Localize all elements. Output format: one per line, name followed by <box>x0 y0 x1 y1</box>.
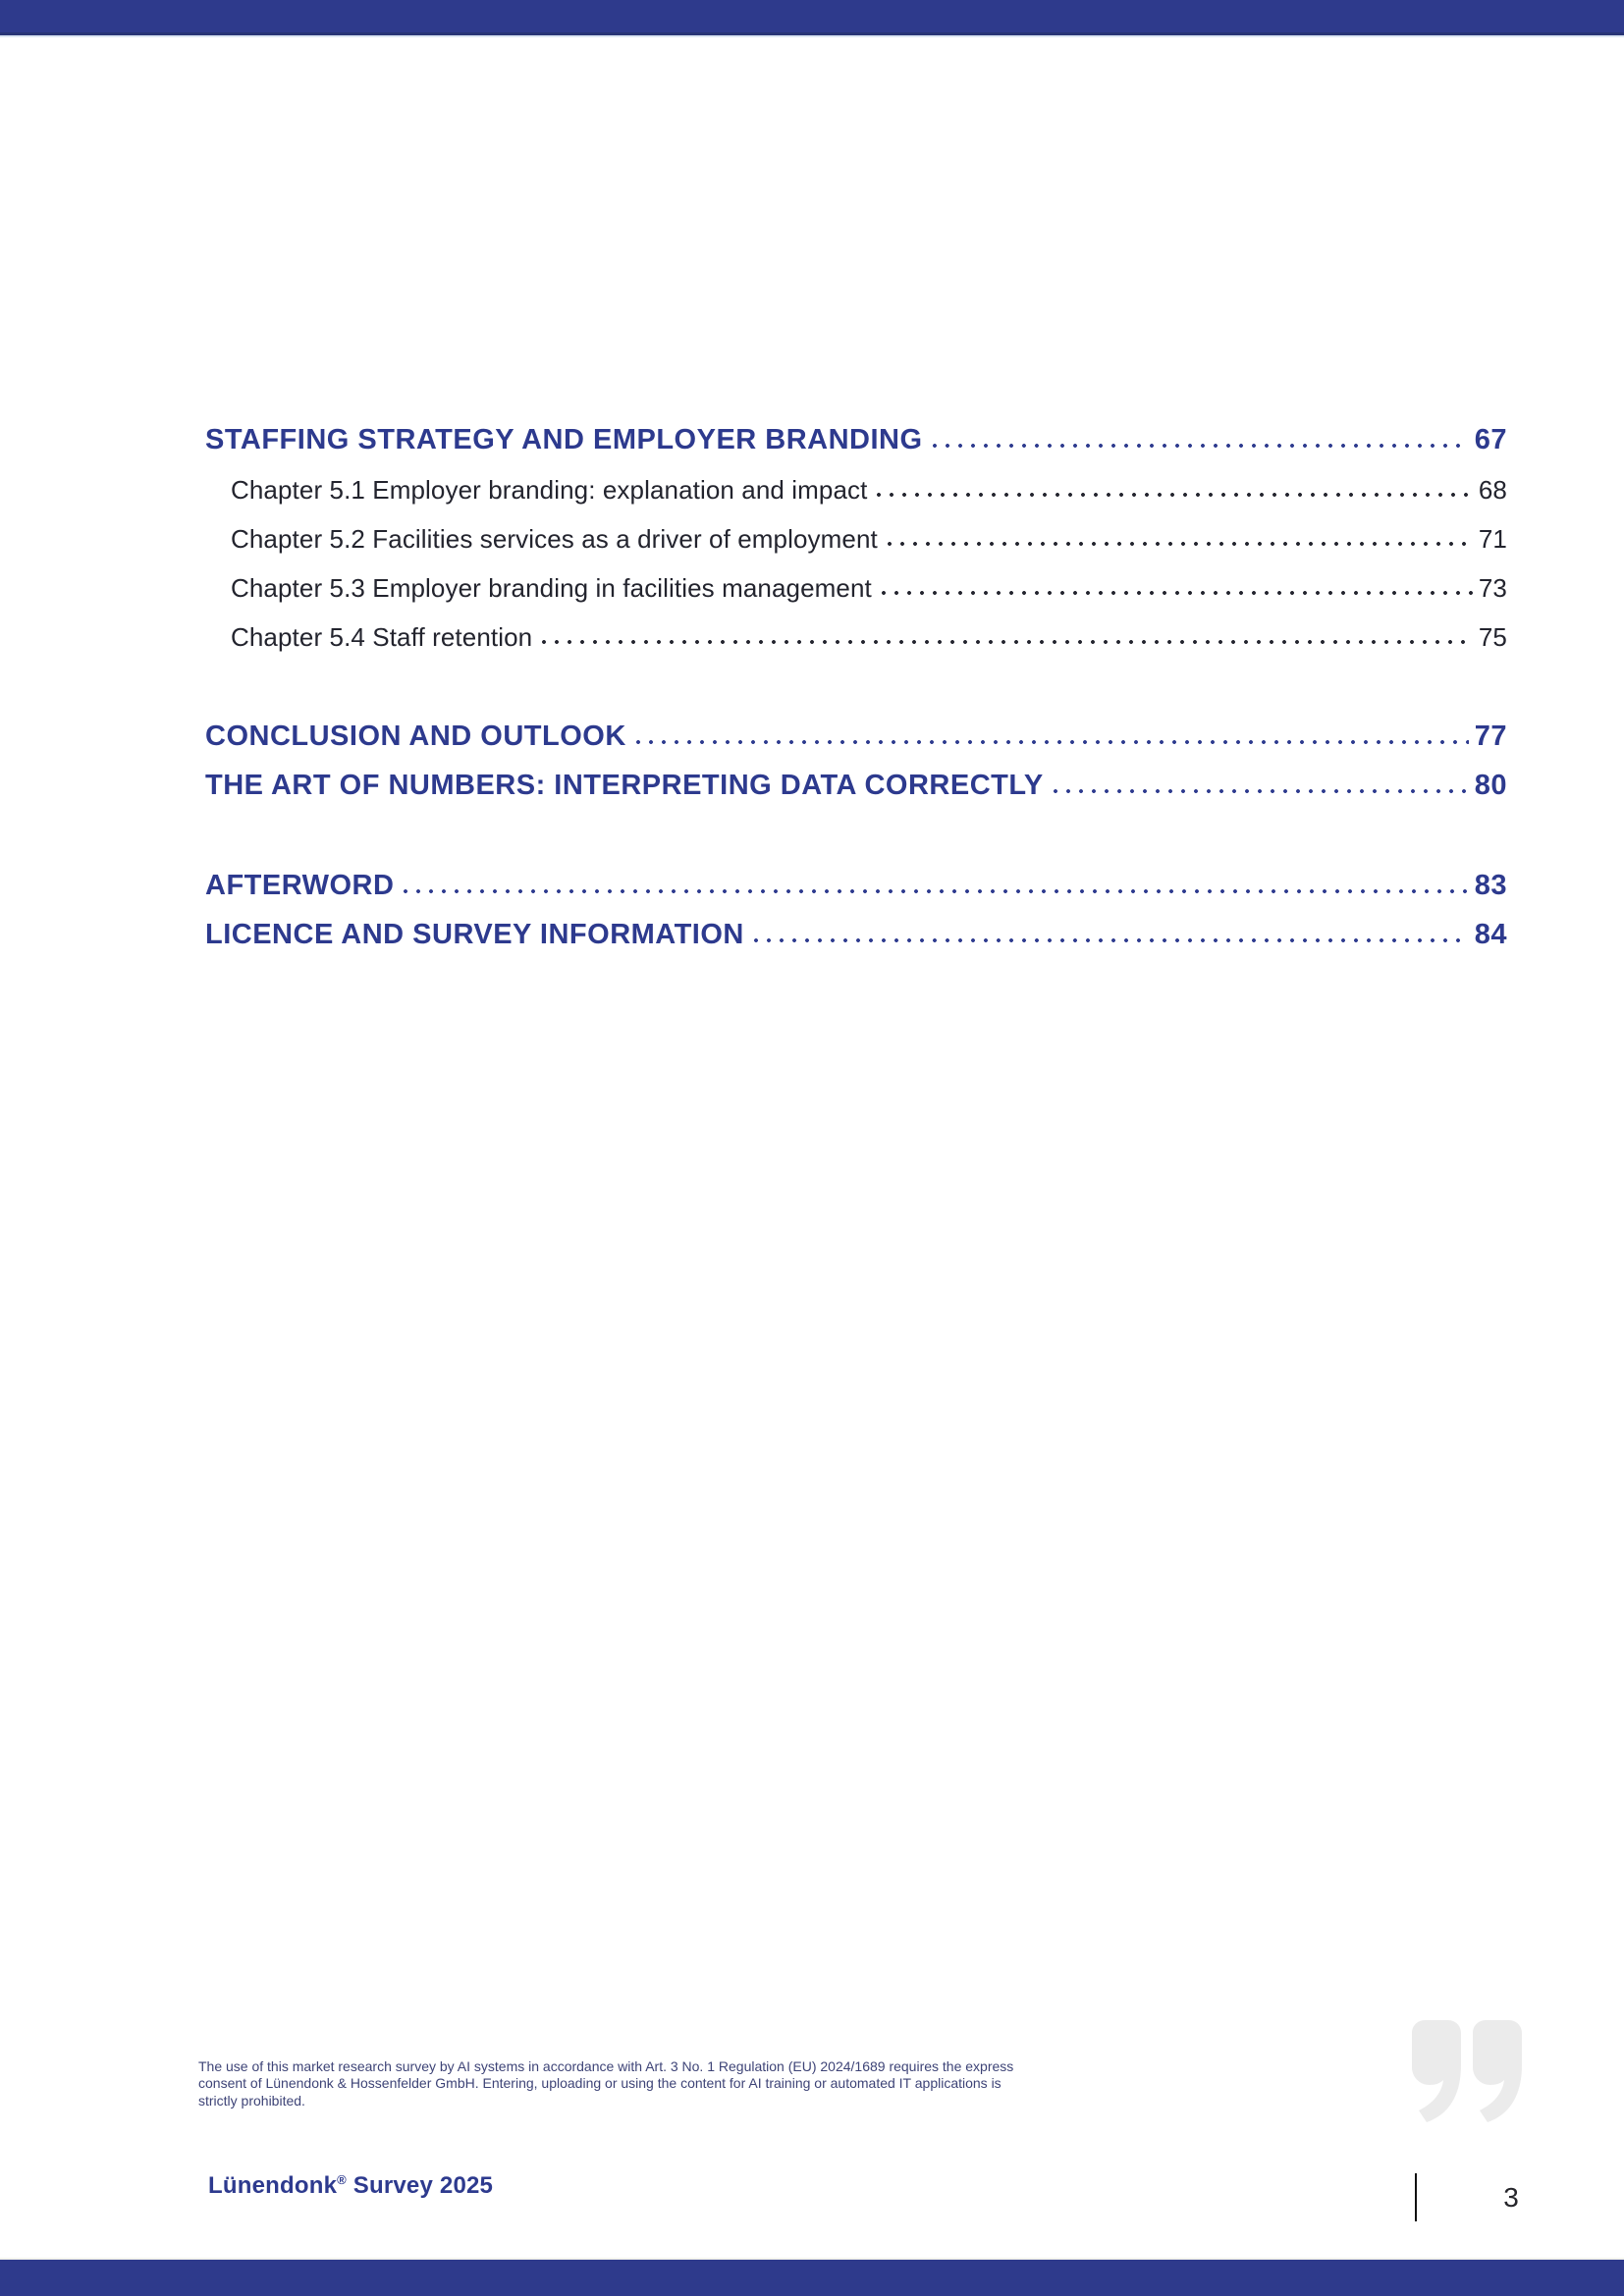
dot-leader <box>404 889 1468 893</box>
toc-group-gap <box>205 807 1507 858</box>
toc-group-gap <box>205 658 1507 709</box>
toc-entry-chapter-5-2[interactable] <box>205 510 1507 560</box>
toc-page-number: 73 <box>1478 572 1507 603</box>
footer-brand <box>208 2172 493 2200</box>
dot-leader <box>888 542 1473 546</box>
page-number: 3 <box>1503 2182 1519 2213</box>
toc-page-number: 75 <box>1478 621 1507 652</box>
top-accent-bar-highlight <box>0 35 1624 37</box>
toc-entry-label: Chapter 5.1 Employer branding: explanation and impact <box>231 474 868 505</box>
dot-leader <box>636 740 1469 744</box>
toc-page-number: 68 <box>1478 474 1507 505</box>
toc-entry-label: Chapter 5.4 Staff retention <box>231 621 533 652</box>
dot-leader <box>882 591 1473 595</box>
bottom-accent-bar <box>0 2258 1624 2296</box>
toc-entry-art-of-numbers[interactable] <box>205 758 1507 807</box>
toc-entry-licence-info[interactable] <box>205 907 1507 956</box>
toc-entry-label: LICENCE AND SURVEY INFORMATION <box>205 918 744 950</box>
toc-entry-chapter-5-1[interactable] <box>205 461 1507 510</box>
top-accent-bar <box>0 0 1624 35</box>
dot-leader <box>933 444 1469 448</box>
toc-entry-label: Chapter 5.2 Facilities services as a driver of employment <box>231 523 878 554</box>
toc-entry-conclusion[interactable] <box>205 709 1507 758</box>
table-of-contents <box>205 412 1507 956</box>
toc-entry-label: Chapter 5.3 Employer branding in facilities management <box>231 572 872 603</box>
toc-entry-label: AFTERWORD <box>205 869 395 901</box>
dot-leader <box>1054 789 1469 793</box>
toc-entry-chapter-5-3[interactable] <box>205 560 1507 609</box>
disclaimer-line: strictly prohibited. <box>198 2092 305 2109</box>
ai-usage-disclaimer <box>198 2058 1013 2109</box>
toc-entry-chapter-5-4[interactable] <box>205 609 1507 658</box>
footer-brand-name: Lünendonk <box>208 2172 338 2199</box>
toc-page-number: 67 <box>1474 423 1507 455</box>
footer-divider-line <box>1415 2173 1417 2221</box>
toc-page-number: 83 <box>1474 869 1507 901</box>
toc-entry-afterword[interactable] <box>205 858 1507 907</box>
toc-page-number: 84 <box>1474 918 1507 950</box>
dot-leader <box>754 938 1469 942</box>
toc-page-number: 77 <box>1474 720 1507 752</box>
disclaimer-line: The use of this market research survey by AI systems in accordance with Art. 3 No. 1 Regulation (EU) 2024/1689 requires the express <box>198 2058 1014 2074</box>
disclaimer-line: consent of Lünendonk & Hossenfelder GmbH. Entering, uploading or using the content for AI training or automated IT applications is <box>198 2075 1001 2092</box>
dot-leader <box>542 640 1473 644</box>
footer-brand-suffix: Survey 2025 <box>346 2172 494 2199</box>
toc-entry-label: CONCLUSION AND OUTLOOK <box>205 720 626 752</box>
toc-entry-label: THE ART OF NUMBERS: INTERPRETING DATA CORRECTLY <box>205 769 1044 801</box>
toc-page-number: 80 <box>1474 769 1507 801</box>
dot-leader <box>877 493 1472 497</box>
quote-mark-icon <box>1412 2020 1522 2122</box>
toc-entry-staffing-strategy[interactable] <box>205 412 1507 461</box>
registered-trademark-icon: ® <box>337 2172 347 2187</box>
toc-page-number: 71 <box>1478 523 1507 554</box>
toc-entry-label: STAFFING STRATEGY AND EMPLOYER BRANDING <box>205 423 923 455</box>
